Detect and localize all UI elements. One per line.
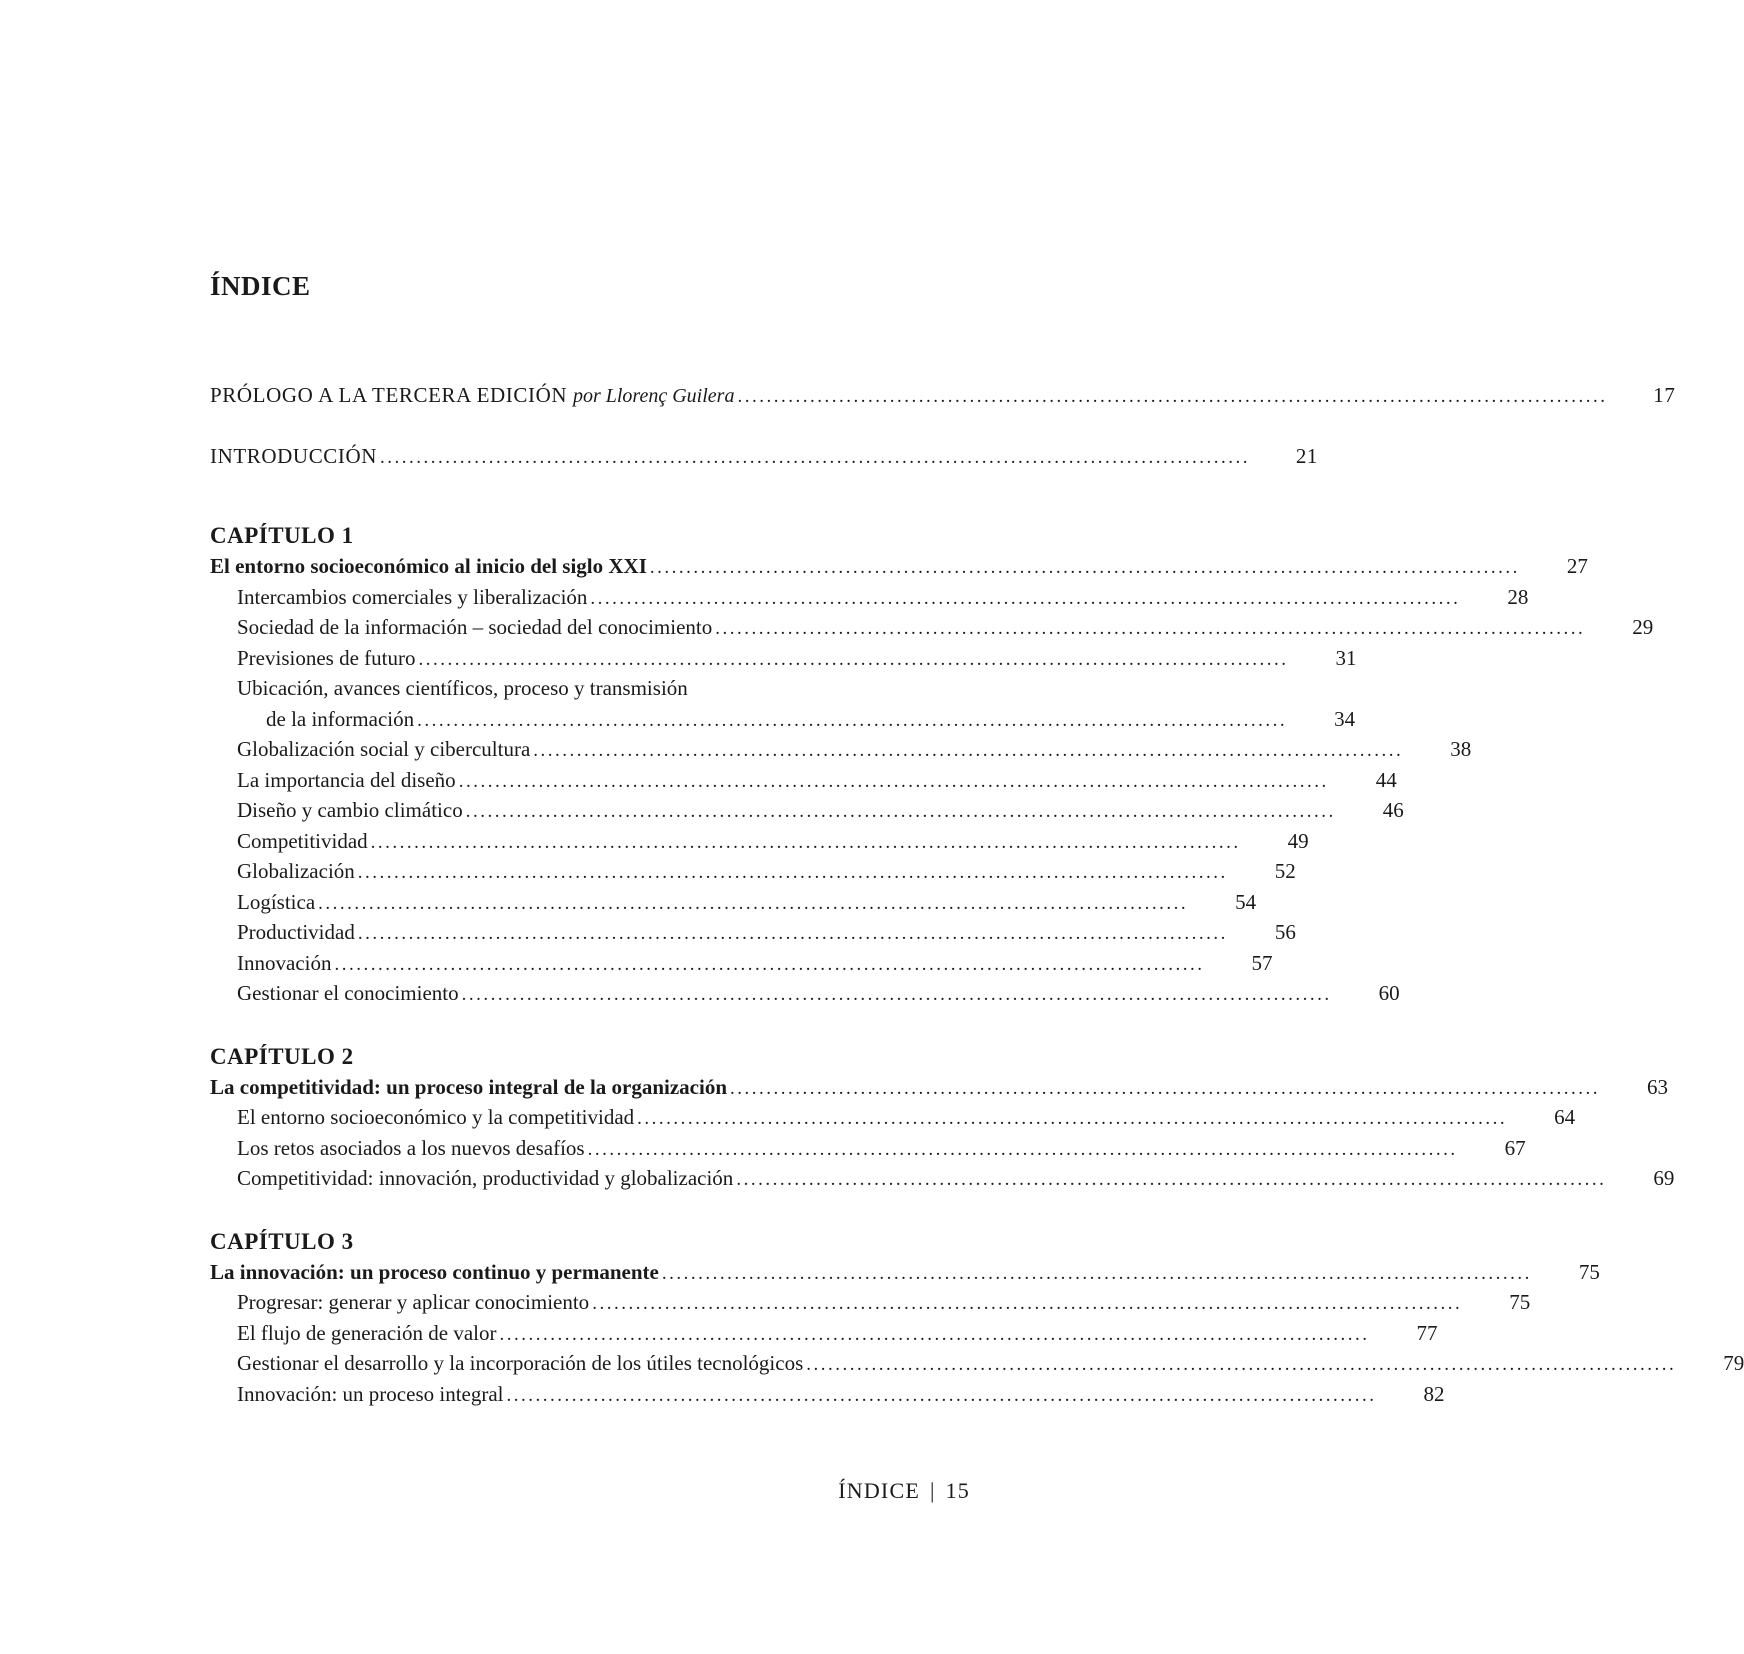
toc-entry[interactable]	[210, 978, 1400, 1009]
toc-entry-label: Sociedad de la información – sociedad del conocimiento	[237, 615, 713, 639]
toc-entry-label: La competitividad: un proceso integral de la organización	[210, 1074, 728, 1099]
leader-dots: ........................................................................................................................	[458, 770, 1329, 792]
toc-page-number: 44	[1375, 767, 1397, 792]
leader-dots: ........................................................................................................................	[587, 1138, 1458, 1160]
toc-entry-label: Logística	[237, 889, 316, 914]
toc-entry[interactable]	[210, 612, 1654, 643]
leader-dots: ........................................................................................................................	[318, 892, 1189, 914]
toc-entry-label: La importancia del diseño	[237, 767, 456, 792]
toc-entry[interactable]	[210, 1287, 1531, 1318]
leader-dots: ........................................................................................................................	[661, 1262, 1532, 1284]
toc-entry-label: Intercambios comerciales y liberalización	[237, 584, 588, 609]
toc-entry[interactable]	[210, 1102, 1576, 1133]
leader-dots: ........................................................................................................................	[357, 862, 1228, 883]
leader-dots: ........................................................................................................................	[418, 648, 1289, 670]
leader-dots: ........................................................................................................................	[649, 557, 1520, 578]
leader-dots: ........................................................................................................................	[590, 587, 1461, 609]
leader-dots: ........................................................................................................................	[715, 618, 1586, 639]
chapter-2-heading: CAPÍTULO 2	[210, 1043, 354, 1069]
toc-entry-author: por Llorenç Guilera	[572, 385, 735, 407]
toc-page-number: 28	[1507, 584, 1529, 609]
chapter-1-heading: CAPÍTULO 1	[210, 523, 354, 548]
toc-entry[interactable]	[210, 765, 1397, 796]
toc-entry[interactable]	[210, 856, 1296, 887]
toc-entry-label: Gestionar el desarrollo y la incorporación de los útiles tecnológicos	[237, 1351, 804, 1375]
toc-entry-label: El entorno socioeconómico al inicio del siglo XXI	[210, 554, 647, 578]
toc-page-number: 75	[1509, 1290, 1531, 1314]
toc-entry-label: Globalización social y cibercultura	[237, 737, 531, 761]
toc-page-number: 56	[1274, 920, 1296, 944]
toc-entry-prologo[interactable]	[210, 380, 1676, 411]
toc-entry[interactable]	[210, 1379, 1445, 1410]
toc-page-number: 52	[1274, 859, 1296, 883]
leader-dots: ........................................................................................................................	[357, 923, 1228, 944]
toc-entry[interactable]	[210, 582, 1529, 613]
leader-dots: ........................................................................................................................	[592, 1293, 1463, 1314]
toc-entry-label: La innovación: un proceso continuo y permanente	[210, 1259, 659, 1284]
toc-entry[interactable]	[210, 917, 1296, 948]
footer-page-number: 15	[945, 1478, 970, 1503]
leader-dots: ........................................................................................................................	[499, 1323, 1370, 1345]
toc-entry-label: Los retos asociados a los nuevos desafíos	[237, 1135, 585, 1160]
leader-dots: ........................................................................................................................	[737, 386, 1608, 407]
toc-page-number: 75	[1578, 1259, 1600, 1284]
toc-page-number: 60	[1378, 981, 1400, 1005]
toc-page-number: 31	[1335, 645, 1357, 670]
page-footer	[838, 1478, 970, 1504]
leader-dots: ........................................................................................................................	[637, 1108, 1508, 1129]
toc-entry[interactable]	[210, 1163, 1675, 1194]
toc-page-number: 64	[1554, 1105, 1576, 1129]
toc-entry[interactable]	[210, 1133, 1526, 1164]
chapter-3-heading: CAPÍTULO 3	[210, 1228, 354, 1254]
toc-entry-label: PRÓLOGO A LA TERCERA EDICIÓN por Llorenç Guilera	[210, 383, 735, 407]
toc-entry-label: Diseño y cambio climático	[237, 798, 463, 822]
toc-page-number: 49	[1287, 828, 1309, 853]
toc-entry-label: Globalización	[237, 859, 355, 883]
chapter-1-title[interactable]	[210, 551, 1588, 582]
toc-entry-first-line[interactable]	[210, 673, 965, 704]
leader-dots: ........................................................................................................................	[380, 446, 1251, 468]
chapter-2-title[interactable]	[210, 1072, 1669, 1103]
table-of-contents	[210, 380, 1744, 1409]
toc-page-number: 57	[1251, 950, 1273, 975]
toc-page-number: 54	[1235, 889, 1257, 914]
toc-entry[interactable]	[210, 1348, 1744, 1379]
toc-page-number: 38	[1450, 737, 1472, 761]
leader-dots: ........................................................................................................................	[334, 953, 1205, 975]
footer-section-name: ÍNDICE	[838, 1478, 920, 1503]
toc-entry-label: El entorno socioeconómico y la competitividad	[237, 1105, 635, 1129]
toc-entry-label: Progresar: generar y aplicar conocimiento	[237, 1290, 590, 1314]
toc-entry-label: Ubicación, avances científicos, proceso y transmisión	[237, 676, 688, 700]
toc-page-number: 46	[1382, 798, 1404, 822]
toc-page-number: 21	[1295, 443, 1319, 468]
toc-entry-label: de la información	[266, 706, 415, 731]
toc-entry[interactable]	[210, 948, 1273, 979]
leader-dots: ........................................................................................................................	[806, 1354, 1677, 1375]
toc-page-number: 69	[1653, 1166, 1675, 1190]
leader-dots: ........................................................................................................................	[461, 984, 1332, 1005]
toc-entry-label: Innovación: un proceso integral	[237, 1381, 504, 1406]
leader-dots: ........................................................................................................................	[730, 1077, 1601, 1099]
leader-dots: ........................................................................................................................	[370, 831, 1241, 853]
toc-page-number: 17	[1653, 383, 1676, 407]
toc-entry-label: El flujo de generación de valor	[237, 1320, 497, 1345]
toc-page-number: 27	[1566, 554, 1588, 578]
leader-dots: ........................................................................................................................	[533, 740, 1404, 761]
toc-entry-label: Competitividad: innovación, productividad y globalización	[237, 1166, 734, 1190]
toc-page-number: 77	[1416, 1320, 1438, 1345]
toc-page-number: 63	[1647, 1074, 1669, 1099]
chapter-3-title[interactable]	[210, 1257, 1600, 1288]
leader-dots: ........................................................................................................................	[417, 709, 1288, 731]
toc-entry-label: Productividad	[237, 920, 355, 944]
toc-entry[interactable]	[210, 1318, 1438, 1349]
toc-page-number: 34	[1334, 706, 1356, 731]
leader-dots: ........................................................................................................................	[736, 1169, 1607, 1190]
toc-entry-introduccion[interactable]	[210, 441, 1319, 472]
toc-entry[interactable]	[210, 826, 1309, 857]
toc-entry-label: Previsiones de futuro	[237, 645, 416, 670]
toc-entry-label: Competitividad	[237, 828, 368, 853]
footer-separator: |	[929, 1478, 936, 1503]
toc-entry-label: INTRODUCCIÓN	[210, 443, 378, 468]
leader-dots: ........................................................................................................................	[465, 801, 1336, 822]
toc-entry[interactable]	[210, 795, 1404, 826]
toc-page-number: 79	[1723, 1351, 1744, 1375]
toc-page-number: 29	[1632, 615, 1654, 639]
toc-entry[interactable]	[210, 887, 1257, 918]
toc-entry-label: Gestionar el conocimiento	[237, 981, 459, 1005]
toc-entry-label: Innovación	[237, 950, 332, 975]
toc-entry[interactable]	[210, 734, 1472, 765]
leader-dots: ........................................................................................................................	[506, 1384, 1377, 1406]
toc-page-number: 82	[1423, 1381, 1445, 1406]
toc-page-number: 67	[1504, 1135, 1526, 1160]
toc-entry-continuation[interactable]	[210, 704, 1356, 735]
page-title: ÍNDICE	[210, 271, 311, 301]
toc-entry[interactable]	[210, 643, 1357, 674]
